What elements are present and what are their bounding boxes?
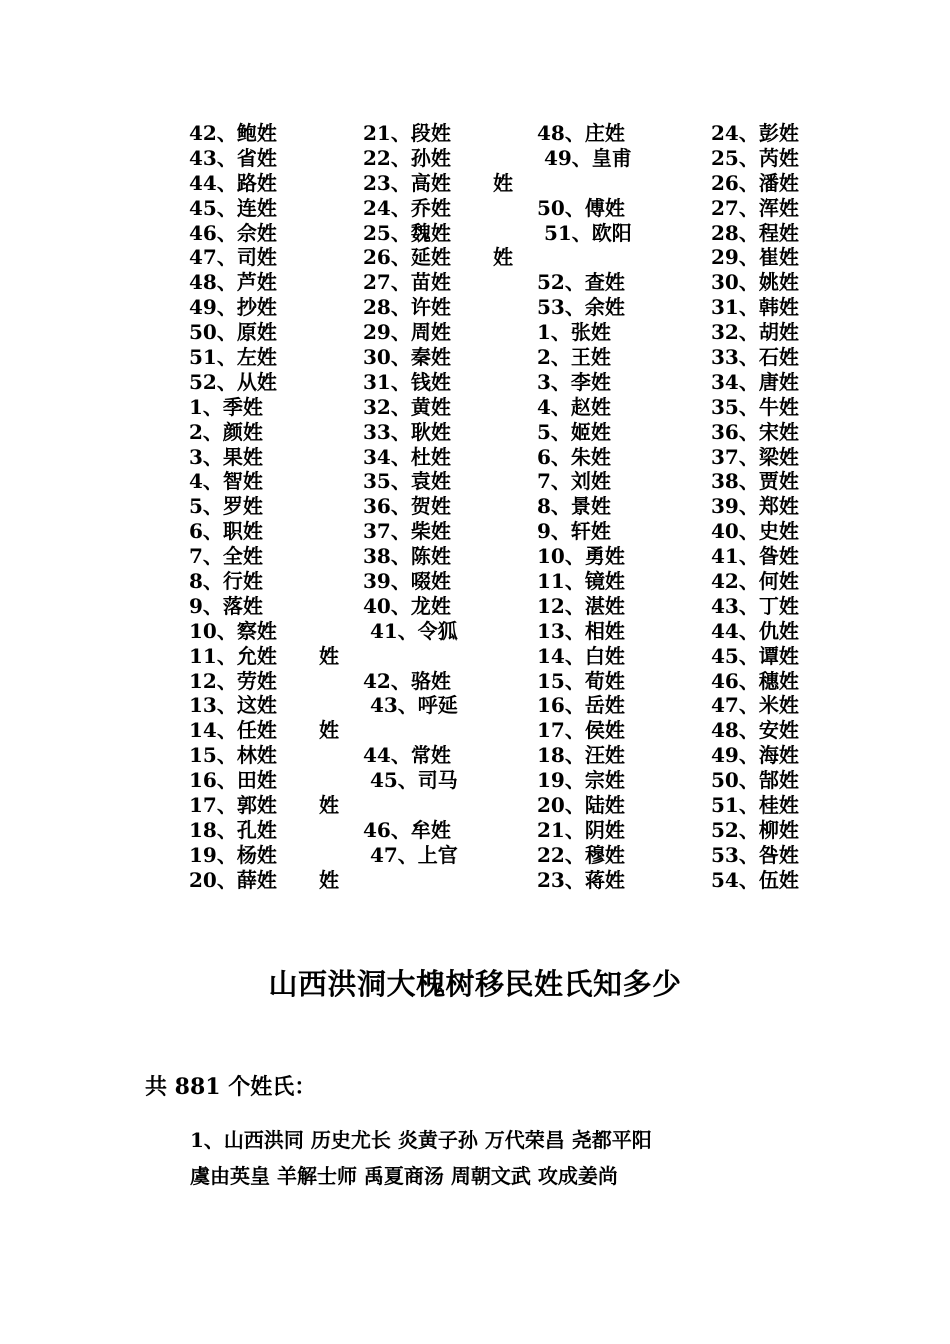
surname-entry: [711, 121, 799, 146]
surname-entry: [363, 395, 458, 420]
surname-entry-text: 12、劳姓: [189, 668, 277, 693]
surname-entry: [363, 619, 458, 644]
surname-entry-text: 46、佘姓: [189, 220, 277, 245]
page-title: 山西洪洞大槐树移民姓氏知多少: [268, 967, 682, 1001]
surname-entry-text: 37、柴姓: [363, 519, 451, 544]
surname-entry: [537, 469, 632, 494]
surname-entry: [363, 170, 513, 196]
surname-entry-text: 16、田姓: [189, 768, 277, 793]
surname-entry: [711, 569, 799, 594]
surname-entry-text: 47、上官: [363, 842, 458, 867]
surname-suffix: 姓: [319, 718, 339, 743]
surname-entry-text: 10、勇姓: [537, 544, 625, 569]
surname-entry: [363, 146, 458, 171]
surname-suffix: 姓: [319, 793, 339, 818]
surname-entry-text: 38、贾姓: [711, 469, 799, 494]
surname-entry: [537, 544, 632, 569]
surname-entry: [711, 295, 799, 320]
surname-entry-text: 5、姬姓: [537, 419, 611, 444]
surname-entry-text: 11、允姓: [189, 643, 277, 668]
surname-entry: [537, 295, 632, 320]
surname-entry: [537, 171, 632, 196]
surname-entry-text: 9、落姓: [189, 593, 263, 618]
surname-entry: [537, 420, 632, 445]
surname-entry-text: 8、景姓: [537, 494, 611, 519]
surname-entry: [363, 245, 513, 270]
surname-count: 共 881 个姓氏：: [145, 1074, 317, 1100]
surname-entry-text: 34、唐姓: [711, 369, 799, 394]
surname-entry-text: 4、赵姓: [537, 394, 611, 419]
surname-entry-text: 53、余姓: [537, 295, 625, 320]
surname-entry-text: 37、梁姓: [711, 444, 799, 469]
surname-entry: [189, 121, 277, 146]
surname-entry-text: 1、季姓: [189, 394, 263, 419]
surname-entry-text: 35、牛姓: [711, 394, 799, 419]
surname-entry: [711, 818, 799, 843]
surname-entry-text: 9、轩姓: [537, 519, 611, 544]
surname-entry-text: 44、仇姓: [711, 618, 799, 643]
surname-entry-text: 48、庄姓: [537, 121, 625, 145]
surname-entry-text: 18、孔姓: [189, 817, 277, 842]
surname-entry: [537, 395, 632, 420]
surname-entry-text: 3、李姓: [537, 369, 611, 394]
surname-entry: [711, 544, 799, 569]
surname-column-4: [711, 121, 799, 893]
surname-entry-text: 47、司姓: [189, 245, 277, 270]
surname-entry-text: 13、这姓: [189, 693, 277, 718]
surname-entry-text: 40、龙姓: [363, 593, 451, 618]
surname-entry-text: 2、王姓: [537, 345, 611, 370]
surname-entry-text: 25、芮姓: [711, 145, 799, 170]
surname-entry-text: 43、省姓: [189, 145, 277, 170]
surname-entry: [537, 445, 632, 470]
surname-entry: [711, 445, 799, 470]
surname-entry-text: 39、郑姓: [711, 494, 799, 519]
surname-entry-text: 45、连姓: [189, 195, 277, 220]
surname-entry-text: 41、令狐: [363, 618, 458, 643]
surname-entry: [189, 395, 277, 420]
surname-entry-text: 51、左姓: [189, 345, 277, 370]
surname-entry-text: 26、潘姓: [711, 170, 799, 195]
surname-entry: [537, 843, 632, 868]
surname-entry-text: 24、彭姓: [711, 121, 799, 145]
surname-entry: [363, 469, 458, 494]
surname-entry: [711, 768, 799, 793]
surname-entry: [189, 320, 277, 345]
surname-entry: [537, 196, 632, 221]
surname-entry-text: 30、秦姓: [363, 345, 451, 370]
surname-entry: [363, 644, 458, 669]
surname-entry-text: 35、袁姓: [363, 469, 451, 494]
surname-entry: [711, 196, 799, 221]
surname-entry: [363, 420, 458, 445]
surname-entry-text: 49、抄姓: [189, 295, 277, 320]
surname-entry: [711, 370, 799, 395]
surname-entry-text: 50、原姓: [189, 320, 277, 345]
surname-entry: [189, 245, 277, 270]
poem-line: 虞由英皇 羊解士师 禹夏商汤 周朝文武 攻成姜尚: [190, 1164, 618, 1188]
surname-entry: [711, 469, 799, 494]
surname-entry: [189, 445, 277, 470]
surname-entry: [537, 320, 632, 345]
surname-entry-text: 11、镜姓: [537, 569, 625, 594]
surname-entry-text: 3、果姓: [189, 444, 263, 469]
surname-entry: [537, 519, 632, 544]
surname-entry: [363, 693, 458, 718]
surname-entry: [537, 743, 632, 768]
surname-entry: [189, 718, 339, 743]
surname-entry: [711, 345, 799, 370]
surname-entry-text: 51、欧阳: [537, 220, 632, 245]
surname-entry: [711, 221, 799, 246]
surname-entry: [189, 643, 339, 669]
surname-entry: [189, 370, 277, 395]
surname-entry: [711, 594, 799, 619]
surname-entry: [537, 569, 632, 594]
surname-entry: [189, 295, 277, 320]
surname-entry: [189, 619, 277, 644]
surname-entry: [189, 469, 277, 494]
surname-entry-text: 17、郭姓: [189, 793, 277, 818]
surname-entry-text: 36、宋姓: [711, 419, 799, 444]
surname-entry: [537, 718, 632, 743]
surname-entry: [711, 669, 799, 694]
surname-entry-text: 27、浑姓: [711, 195, 799, 220]
surname-entry-text: 48、芦姓: [189, 270, 277, 295]
surname-entry: [363, 221, 458, 246]
surname-entry-text: 8、行姓: [189, 569, 263, 594]
surname-entry-text: 18、汪姓: [537, 743, 625, 768]
surname-entry: [363, 544, 458, 569]
surname-entry-text: 50、郜姓: [711, 768, 799, 793]
surname-entry-text: 4、智姓: [189, 469, 263, 494]
surname-suffix: 姓: [493, 245, 513, 270]
surname-entry-text: 42、鲍姓: [189, 121, 277, 145]
surname-entry: [189, 569, 277, 594]
surname-entry: [711, 843, 799, 868]
surname-entry-text: 22、穆姓: [537, 842, 625, 867]
surname-entry-text: 33、石姓: [711, 345, 799, 370]
surname-entry: [363, 793, 458, 818]
surname-entry-text: 46、穗姓: [711, 668, 799, 693]
surname-entry-text: 17、侯姓: [537, 718, 625, 743]
surname-entry-text: 31、韩姓: [711, 295, 799, 320]
surname-entry-text: 19、宗姓: [537, 768, 625, 793]
surname-column-2: [363, 121, 513, 893]
surname-entry-text: 20、陆姓: [537, 793, 625, 818]
surname-entry: [189, 818, 277, 843]
surname-entry: [711, 644, 799, 669]
surname-entry: [189, 843, 277, 868]
surname-entry: [711, 718, 799, 743]
surname-entry: [189, 867, 339, 893]
surname-entry: [711, 171, 799, 196]
surname-entry-text: 23、蒋姓: [537, 867, 625, 892]
surname-entry: [363, 868, 458, 893]
surname-entry-text: 6、朱姓: [537, 444, 611, 469]
surname-entry-text: 52、查姓: [537, 270, 625, 295]
surname-entry: [537, 793, 632, 818]
surname-entry: [363, 370, 458, 395]
surname-entry: [537, 619, 632, 644]
surname-entry-text: 54、伍姓: [711, 867, 799, 892]
surname-suffix: 姓: [319, 643, 339, 668]
surname-entry-text: 26、延姓: [363, 245, 451, 270]
surname-entry: [189, 768, 277, 793]
surname-entry-text: 23、高姓: [363, 170, 451, 195]
surname-entry-text: 14、白姓: [537, 643, 625, 668]
surname-suffix: 姓: [493, 170, 513, 195]
surname-entry: [363, 743, 458, 768]
surname-entry: [537, 669, 632, 694]
surname-entry: [537, 270, 632, 295]
surname-entry-text: 13、相姓: [537, 618, 625, 643]
surname-entry-text: 28、程姓: [711, 220, 799, 245]
surname-entry: [363, 445, 458, 470]
surname-entry: [537, 345, 632, 370]
surname-entry: [711, 693, 799, 718]
surname-entry: [363, 196, 458, 221]
surname-entry: [711, 793, 799, 818]
surname-entry-text: 44、路姓: [189, 170, 277, 195]
surname-entry-text: 38、陈姓: [363, 544, 451, 569]
surname-entry: [189, 594, 277, 619]
surname-entry-text: 49、海姓: [711, 743, 799, 768]
surname-entry-text: 47、米姓: [711, 693, 799, 718]
surname-entry-text: 5、罗姓: [189, 494, 263, 519]
surname-entry: [189, 793, 339, 818]
surname-entry-text: 52、柳姓: [711, 817, 799, 842]
surname-entry: [189, 270, 277, 295]
surname-entry-text: 29、崔姓: [711, 245, 799, 270]
surname-entry: [363, 594, 458, 619]
surname-entry-text: 29、周姓: [363, 320, 451, 345]
surname-entry-text: 42、骆姓: [363, 668, 451, 693]
surname-entry: [711, 270, 799, 295]
surname-entry-text: 14、任姓: [189, 718, 277, 743]
surname-entry-text: 43、丁姓: [711, 593, 799, 618]
surname-entry: [189, 420, 277, 445]
surname-entry-text: 36、贺姓: [363, 494, 451, 519]
surname-entry: [711, 395, 799, 420]
surname-entry-text: 32、黄姓: [363, 394, 451, 419]
surname-entry: [537, 494, 632, 519]
surname-entry-text: 46、牟姓: [363, 817, 451, 842]
surname-entry-text: 12、湛姓: [537, 593, 625, 618]
surname-entry: [189, 345, 277, 370]
surname-entry-text: 2、颜姓: [189, 419, 263, 444]
surname-entry-text: 42、何姓: [711, 569, 799, 594]
surname-entry: [363, 669, 458, 694]
surname-entry-text: 49、皇甫: [537, 145, 632, 170]
surname-entry: [537, 221, 632, 246]
surname-entry-text: 39、啜姓: [363, 569, 451, 594]
surname-entry: [363, 295, 458, 320]
surname-entry-text: 28、许姓: [363, 295, 451, 320]
surname-entry-text: 48、安姓: [711, 718, 799, 743]
surname-entry: [537, 868, 632, 893]
surname-entry-text: 16、岳姓: [537, 693, 625, 718]
surname-entry: [711, 868, 799, 893]
surname-entry-text: 25、魏姓: [363, 220, 451, 245]
surname-entry: [189, 494, 277, 519]
surname-entry: [711, 743, 799, 768]
surname-entry: [711, 146, 799, 171]
surname-entry-text: 7、全姓: [189, 544, 263, 569]
surname-column-3: [537, 121, 632, 893]
surname-entry: [711, 494, 799, 519]
surname-entry-text: 7、刘姓: [537, 469, 611, 494]
surname-entry: [189, 743, 277, 768]
surname-entry: [363, 718, 458, 743]
surname-entry: [363, 818, 458, 843]
surname-entry: [189, 519, 277, 544]
surname-entry-text: 43、呼延: [363, 693, 458, 718]
surname-entry: [189, 146, 277, 171]
surname-entry: [537, 594, 632, 619]
surname-entry: [537, 818, 632, 843]
surname-entry: [363, 569, 458, 594]
surname-entry: [711, 320, 799, 345]
surname-entry: [537, 245, 632, 270]
surname-suffix: 姓: [319, 867, 339, 892]
surname-entry: [537, 768, 632, 793]
surname-entry-text: 10、察姓: [189, 618, 277, 643]
surname-entry: [363, 121, 458, 146]
surname-entry: [537, 693, 632, 718]
surname-entry: [189, 196, 277, 221]
surname-entry-text: 33、耿姓: [363, 419, 451, 444]
surname-entry-text: 19、杨姓: [189, 842, 277, 867]
surname-entry: [189, 221, 277, 246]
surname-entry: [363, 494, 458, 519]
surname-entry: [711, 245, 799, 270]
surname-entry: [537, 370, 632, 395]
surname-entry: [711, 519, 799, 544]
surname-entry-text: 30、姚姓: [711, 270, 799, 295]
surname-entry: [189, 171, 277, 196]
surname-entry: [363, 519, 458, 544]
surname-entry-text: 41、昝姓: [711, 544, 799, 569]
surname-entry-text: 22、孙姓: [363, 145, 451, 170]
surname-entry: [363, 843, 458, 868]
surname-entry-text: 51、桂姓: [711, 793, 799, 818]
surname-entry-text: 53、咎姓: [711, 842, 799, 867]
surname-entry-text: 45、谭姓: [711, 643, 799, 668]
surname-entry: [189, 693, 277, 718]
surname-entry-text: 31、钱姓: [363, 369, 451, 394]
surname-entry-text: 50、傅姓: [537, 195, 625, 220]
surname-entry-text: 27、苗姓: [363, 270, 451, 295]
surname-entry: [189, 544, 277, 569]
surname-entry: [537, 644, 632, 669]
surname-entry-text: 6、职姓: [189, 519, 263, 544]
surname-entry-text: 32、胡姓: [711, 320, 799, 345]
surname-entry: [711, 619, 799, 644]
surname-entry: [537, 121, 632, 146]
surname-entry-text: 15、林姓: [189, 743, 277, 768]
surname-entry: [189, 669, 277, 694]
surname-entry: [711, 420, 799, 445]
surname-entry: [363, 270, 458, 295]
surname-entry-text: 45、司马: [363, 768, 458, 793]
surname-entry: [363, 320, 458, 345]
poem-line: 1、山西洪同 历史尤长 炎黄子孙 万代荣昌 尧都平阳: [190, 1128, 652, 1152]
surname-entry: [363, 345, 458, 370]
surname-entry-text: 34、杜姓: [363, 444, 451, 469]
surname-entry-text: 21、阴姓: [537, 817, 625, 842]
surname-entry-text: 15、荀姓: [537, 668, 625, 693]
surname-entry-text: 21、段姓: [363, 121, 451, 145]
surname-columns: [0, 121, 950, 901]
surname-entry-text: 44、常姓: [363, 743, 451, 768]
surname-entry: [537, 146, 632, 171]
surname-entry: [363, 768, 458, 793]
surname-entry-text: 24、乔姓: [363, 195, 451, 220]
surname-column-1: [189, 121, 339, 893]
surname-entry-text: 40、史姓: [711, 519, 799, 544]
surname-entry-text: 52、从姓: [189, 369, 277, 394]
surname-entry-text: 1、张姓: [537, 320, 611, 345]
surname-entry-text: 20、薛姓: [189, 867, 277, 892]
